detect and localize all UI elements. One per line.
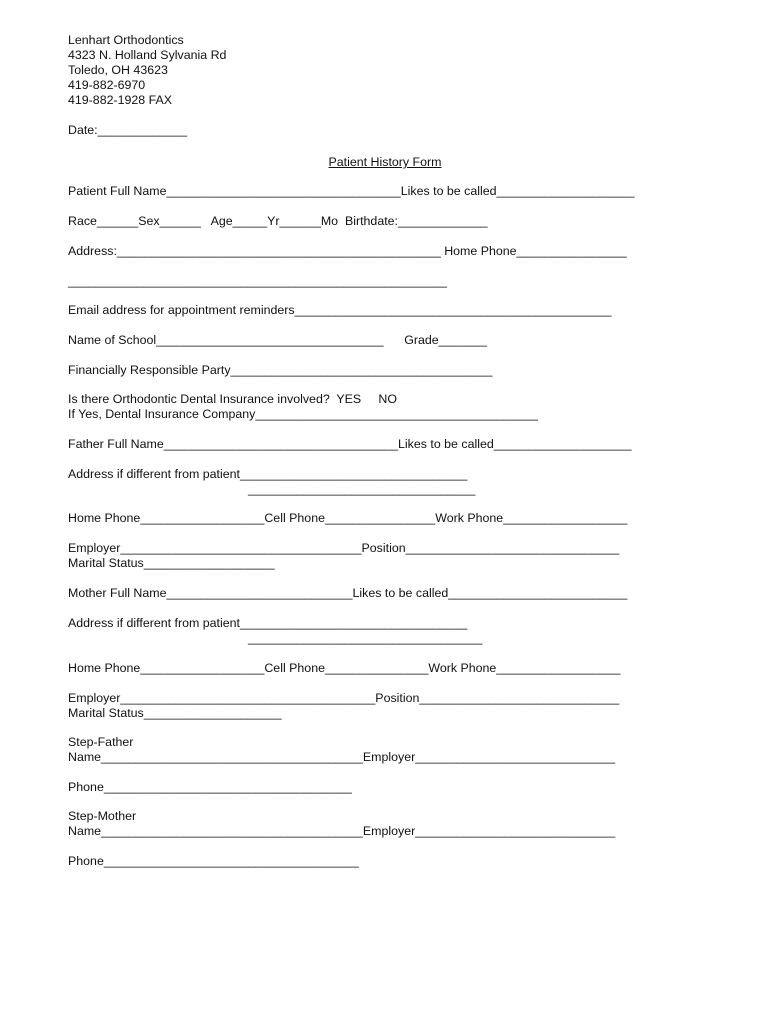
school-grade-field[interactable]: Name of School_________________________________ Grade_______ xyxy=(68,333,487,347)
father-employer-field[interactable]: Employer___________________________________Position_______________________________ xyxy=(68,541,620,555)
father-address-continued-field[interactable]: _________________________________ xyxy=(248,482,476,496)
practice-city: Toledo, OH 43623 xyxy=(68,63,168,77)
patient-name-field[interactable]: Patient Full Name__________________________________Likes to be called____________________ xyxy=(68,184,635,198)
email-field[interactable]: Email address for appointment reminders______________________________________________ xyxy=(68,303,612,317)
address-field[interactable]: Address:_______________________________________________ Home Phone________________ xyxy=(68,244,627,258)
mother-marital-field[interactable]: Marital Status____________________ xyxy=(68,706,282,720)
insurance-question[interactable]: Is there Orthodontic Dental Insurance involved? YES NO xyxy=(68,392,397,406)
mother-employer-field[interactable]: Employer_____________________________________Position_____________________________ xyxy=(68,691,620,705)
insurance-company-field[interactable]: If Yes, Dental Insurance Company_________________________________________ xyxy=(68,407,538,421)
practice-street: 4323 N. Holland Sylvania Rd xyxy=(68,48,227,62)
mother-address-continued-field[interactable]: __________________________________ xyxy=(248,631,483,645)
father-address-field[interactable]: Address if different from patient_________________________________ xyxy=(68,467,468,481)
stepmother-label: Step-Mother xyxy=(68,809,137,823)
responsible-party-field[interactable]: Financially Responsible Party______________________________________ xyxy=(68,363,493,377)
date-field[interactable]: Date:_____________ xyxy=(68,123,188,137)
father-name-field[interactable]: Father Full Name__________________________________Likes to be called____________________ xyxy=(68,437,632,451)
father-marital-field[interactable]: Marital Status___________________ xyxy=(68,556,275,570)
stepfather-name-field[interactable]: Name______________________________________Employer_____________________________ xyxy=(68,750,616,764)
practice-fax: 419-882-1928 FAX xyxy=(68,93,173,107)
practice-phone: 419-882-6970 xyxy=(68,78,146,92)
stepmother-name-field[interactable]: Name______________________________________Employer_____________________________ xyxy=(68,824,616,838)
race-sex-age-field[interactable]: Race______Sex______ Age_____Yr______Mo Birthdate:_____________ xyxy=(68,214,488,228)
form-title: Patient History Form xyxy=(328,155,442,169)
practice-name: Lenhart Orthodontics xyxy=(68,33,184,47)
stepmother-phone-field[interactable]: Phone_____________________________________ xyxy=(68,854,359,868)
mother-name-field[interactable]: Mother Full Name___________________________Likes to be called__________________________ xyxy=(68,586,628,600)
mother-address-field[interactable]: Address if different from patient_________________________________ xyxy=(68,616,468,630)
stepfather-label: Step-Father xyxy=(68,735,134,749)
address-continued-field[interactable]: _______________________________________________________ xyxy=(68,274,448,288)
stepfather-phone-field[interactable]: Phone____________________________________ xyxy=(68,780,352,794)
father-phones-field[interactable]: Home Phone__________________Cell Phone________________Work Phone__________________ xyxy=(68,511,628,525)
mother-phones-field[interactable]: Home Phone__________________Cell Phone_______________Work Phone__________________ xyxy=(68,661,621,675)
